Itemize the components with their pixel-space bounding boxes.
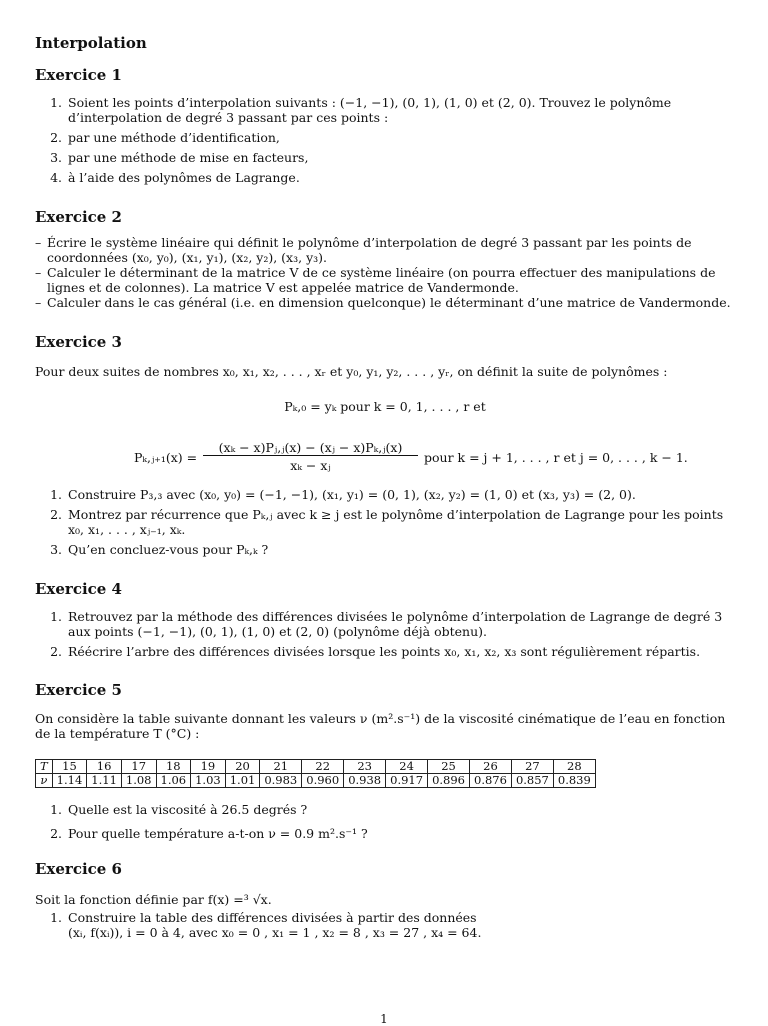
table-cell: 15 xyxy=(52,760,87,774)
page-number: 1 xyxy=(380,1012,388,1026)
viscosity-table-wrap xyxy=(35,759,735,788)
row-header-nu: ν xyxy=(36,774,53,788)
list-item: 4. à l’aide des polynômes de Lagrange. xyxy=(66,170,735,185)
exercise-5-title: Exercice 5 xyxy=(35,681,122,699)
list-item: – Calculer dans le cas général (i.e. en dimension quelconque) le déterminant d’une matrice de Vandermonde. xyxy=(47,295,735,310)
table-cell: 0.917 xyxy=(386,774,428,788)
list-item: 2. Pour quelle température a-t-on ν = 0.9 m².s⁻¹ ? xyxy=(66,826,735,841)
table-cell: 0.876 xyxy=(470,774,512,788)
exercise-3-list xyxy=(35,487,735,557)
exercise-6-title: Exercice 6 xyxy=(35,860,122,878)
table-cell: 0.896 xyxy=(428,774,470,788)
table-cell: 17 xyxy=(121,760,156,774)
viscosity-table xyxy=(35,759,596,788)
row-header-T: T xyxy=(36,760,53,774)
exercise-6-intro: Soit la fonction définie par f(x) =³ √x. xyxy=(35,892,272,907)
exercise-1-list xyxy=(35,95,735,185)
exercise-1-title: Exercice 1 xyxy=(35,66,122,84)
table-cell: 23 xyxy=(344,760,386,774)
table-cell: 1.11 xyxy=(87,774,122,788)
table-cell: 1.14 xyxy=(52,774,87,788)
list-item: 2. Montrez par récurrence que Pₖ,ⱼ avec k ≥ j est le polynôme d’interpolation de Lagrange pour les points x₀, x₁, . . . , xⱼ₋₁, xₖ. xyxy=(66,507,735,537)
exercise-1-body xyxy=(35,95,735,190)
list-item: 1. Retrouvez par la méthode des différences divisées le polynôme d’interpolation de Lagrange de degré 3 aux points (−1, −1), (0, 1), (1, 0) et (2, 0) (polynôme déjà obtenu). xyxy=(66,609,735,639)
table-cell: 19 xyxy=(191,760,226,774)
table-cell: 28 xyxy=(553,760,595,774)
list-item: 3. par une méthode de mise en facteurs, xyxy=(66,150,735,165)
table-cell: 0.983 xyxy=(260,774,302,788)
table-cell: 18 xyxy=(156,760,191,774)
exercise-3-title: Exercice 3 xyxy=(35,333,122,351)
equation-numerator: (xₖ − x)Pⱼ,ⱼ(x) − (xⱼ − x)Pₖ,ⱼ(x) xyxy=(203,440,418,456)
table-row xyxy=(36,760,596,774)
equation-rhs: pour k = j + 1, . . . , r et j = 0, . . . , k − 1. xyxy=(424,450,688,465)
table-cell: 0.938 xyxy=(344,774,386,788)
table-cell: 22 xyxy=(302,760,344,774)
exercise-5-list xyxy=(35,802,735,841)
table-cell: 27 xyxy=(511,760,553,774)
table-cell: 20 xyxy=(225,760,260,774)
exercise-2-list xyxy=(35,235,735,310)
equation-recurrence xyxy=(35,440,735,476)
list-item: 2. par une méthode d’identification, xyxy=(66,130,735,145)
list-item: 2. Réécrire l’arbre des différences divisées lorsque les points x₀, x₁, x₂, x₃ sont régulièrement répartis. xyxy=(66,644,735,659)
table-cell: 26 xyxy=(470,760,512,774)
table-cell: 0.857 xyxy=(511,774,553,788)
exercise-4-title: Exercice 4 xyxy=(35,580,122,598)
table-cell: 1.06 xyxy=(156,774,191,788)
table-cell: 1.01 xyxy=(225,774,260,788)
table-cell: 1.08 xyxy=(121,774,156,788)
table-cell: 0.839 xyxy=(553,774,595,788)
list-item: 1. Construire P₃,₃ avec (x₀, y₀) = (−1, −1), (x₁, y₁) = (0, 1), (x₂, y₂) = (1, 0) et (x₃, y₃) = (2, 0). xyxy=(66,487,735,502)
list-item: 1. Construire la table des différences divisées à partir des données (xᵢ, f(xᵢ)), i = 0 à 4, avec x₀ = 0 , x₁ = 1 , x₂ = 8 , x₃ = 27 , x₄ = 64. xyxy=(66,910,735,940)
exercise-3-body xyxy=(35,487,735,562)
list-item: 3. Qu’en concluez-vous pour Pₖ,ₖ ? xyxy=(66,542,735,557)
exercise-4-body xyxy=(35,609,735,664)
equation-initial: Pₖ,₀ = yₖ pour k = 0, 1, . . . , r et xyxy=(284,399,486,414)
exercise-2-body xyxy=(35,235,735,310)
list-item: – Calculer le déterminant de la matrice V de ce système linéaire (on pourra effectuer des manipulations de lignes et de colonnes). La matrice V est appelée matrice de Vandermonde. xyxy=(47,265,735,295)
exercise-5-body xyxy=(35,802,735,846)
exercise-4-list xyxy=(35,609,735,659)
table-cell: 24 xyxy=(386,760,428,774)
table-cell: 16 xyxy=(87,760,122,774)
exercise-2-title: Exercice 2 xyxy=(35,208,122,226)
equation-lhs: Pₖ,ⱼ₊₁(x) = xyxy=(134,450,198,465)
exercise-6-list xyxy=(35,910,735,940)
table-cell: 25 xyxy=(428,760,470,774)
table-cell: 21 xyxy=(260,760,302,774)
table-cell: 0.960 xyxy=(302,774,344,788)
exercise-6-body xyxy=(35,910,735,945)
table-row xyxy=(36,774,596,788)
document-title: Interpolation xyxy=(35,34,147,52)
list-item: 1. Quelle est la viscosité à 26.5 degrés ? xyxy=(66,802,735,817)
list-item: – Écrire le système linéaire qui définit le polynôme d’interpolation de degré 3 passant par les points de coordonnées (x₀, y₀), (x₁, y₁), (x₂, y₂), (x₃, y₃). xyxy=(47,235,735,265)
table-cell: 1.03 xyxy=(191,774,226,788)
equation-denominator: xₖ − xⱼ xyxy=(290,458,331,473)
exercise-3-intro: Pour deux suites de nombres x₀, x₁, x₂, . . . , xᵣ et y₀, y₁, y₂, . . . , yᵣ, on définit la suite de polynômes : xyxy=(35,364,668,379)
list-item: 1. Soient les points d’interpolation suivants : (−1, −1), (0, 1), (1, 0) et (2, 0). Trouvez le polynôme d’interpolation de degré 3 passant par ces points : xyxy=(66,95,735,125)
exercise-5-intro: On considère la table suivante donnant les valeurs ν (m².s⁻¹) de la viscosité cinématique de l’eau en fonction de la température T (°C) : xyxy=(35,711,726,741)
